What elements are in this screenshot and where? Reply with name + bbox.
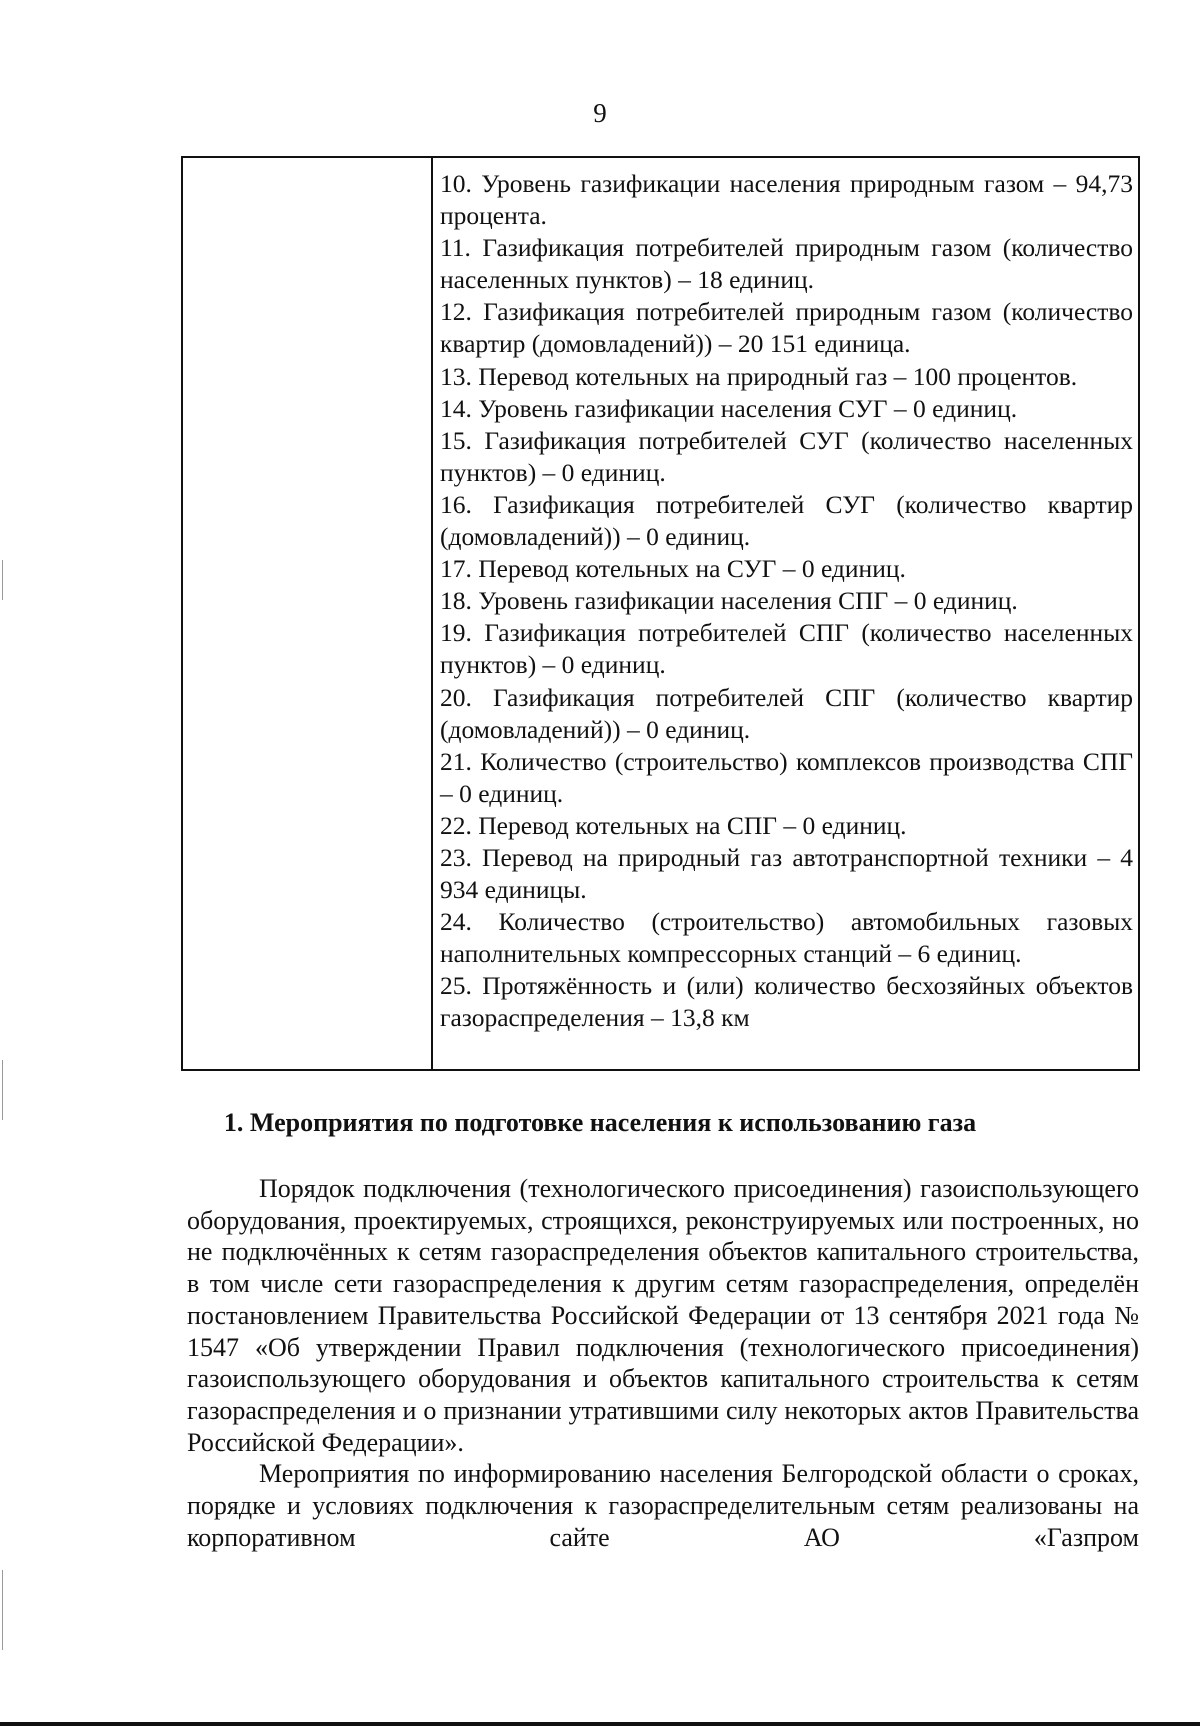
table-item: 16. Газификация потребителей СУГ (количество квартир (домовладений)) – 0 единиц. bbox=[440, 489, 1133, 552]
table-item: 18. Уровень газификации населения СПГ – 0 единиц. bbox=[440, 586, 1018, 616]
scan-edge-mark bbox=[2, 560, 3, 600]
table-item: 20. Газификация потребителей СПГ (количество квартир (домовладений)) – 0 единиц. bbox=[440, 682, 1133, 744]
table-item: 10. Уровень газификации населения природным газом – 94,73 процента. bbox=[440, 169, 1133, 231]
table-item: 25. Протяжённость и (или) количество бесхозяйных объектов газораспределения – 13,8 км bbox=[440, 971, 1133, 1033]
body-paragraph: Мероприятия по информированию населения Белгородской области о сроках, порядке и условиях подключения к газораспределительным сетям реализованы на корпоративном сайте АО «Газпром bbox=[187, 1459, 1139, 1552]
table-item: 14. Уровень газификации населения СУГ – 0 единиц. bbox=[440, 393, 1018, 423]
table-item: 22. Перевод котельных на СПГ – 0 единиц. bbox=[440, 810, 907, 840]
table-item: 19. Газификация потребителей СПГ (количество населенных пунктов) – 0 единиц. bbox=[440, 618, 1133, 680]
section-heading: 1. Мероприятия по подготовке населения к использованию газа bbox=[223, 1108, 977, 1137]
table-item: 21. Количество (строительство) комплексов производства СПГ – 0 единиц. bbox=[440, 746, 1133, 808]
indicators-table bbox=[181, 156, 1140, 1071]
table-item: 13. Перевод котельных на природный газ – 100 процентов. bbox=[440, 361, 1078, 391]
scan-edge-mark bbox=[2, 1060, 3, 1120]
table-column-divider bbox=[431, 158, 433, 1069]
body-paragraph: Порядок подключения (технологического присоединения) газоиспользующего оборудования, проектируемых, строящихся, реконструируемых или построенных, но не подключённых к сетям газораспределения объектов капитального строительства, в том числе сети газораспределения к другим сетям газораспределения, определён постановлением Правительства Российской Федерации от 13 сентября 2021 года № 1547 «Об утверждении Правил подключения (технологического присоединения) газоиспользующего оборудования и объектов капитального строительства к сетям газораспределения и о признании утратившими силу некоторых актов Правительства Российской Федерации». bbox=[187, 1174, 1139, 1457]
table-item: 23. Перевод на природный газ автотранспортной техники – 4 934 единицы. bbox=[440, 842, 1133, 905]
bottom-scan-rule bbox=[0, 1722, 1200, 1726]
page-number: 9 bbox=[593, 98, 607, 128]
table-item: 12. Газификация потребителей природным газом (количество квартир (домовладений)) – 20 151 единица. bbox=[440, 297, 1133, 359]
table-item: 15. Газификация потребителей СУГ (количество населенных пунктов) – 0 единиц. bbox=[440, 425, 1133, 487]
section-body bbox=[187, 1173, 1139, 1553]
scan-edge-mark bbox=[2, 1570, 3, 1650]
table-item: 11. Газификация потребителей природным газом (количество населенных пунктов) – 18 единиц. bbox=[440, 233, 1133, 295]
table-right-cell bbox=[440, 168, 1133, 1035]
table-item: 24. Количество (строительство) автомобильных газовых наполнительных компрессорных станций – 6 единиц. bbox=[440, 907, 1133, 969]
table-item: 17. Перевод котельных на СУГ – 0 единиц. bbox=[440, 554, 906, 584]
